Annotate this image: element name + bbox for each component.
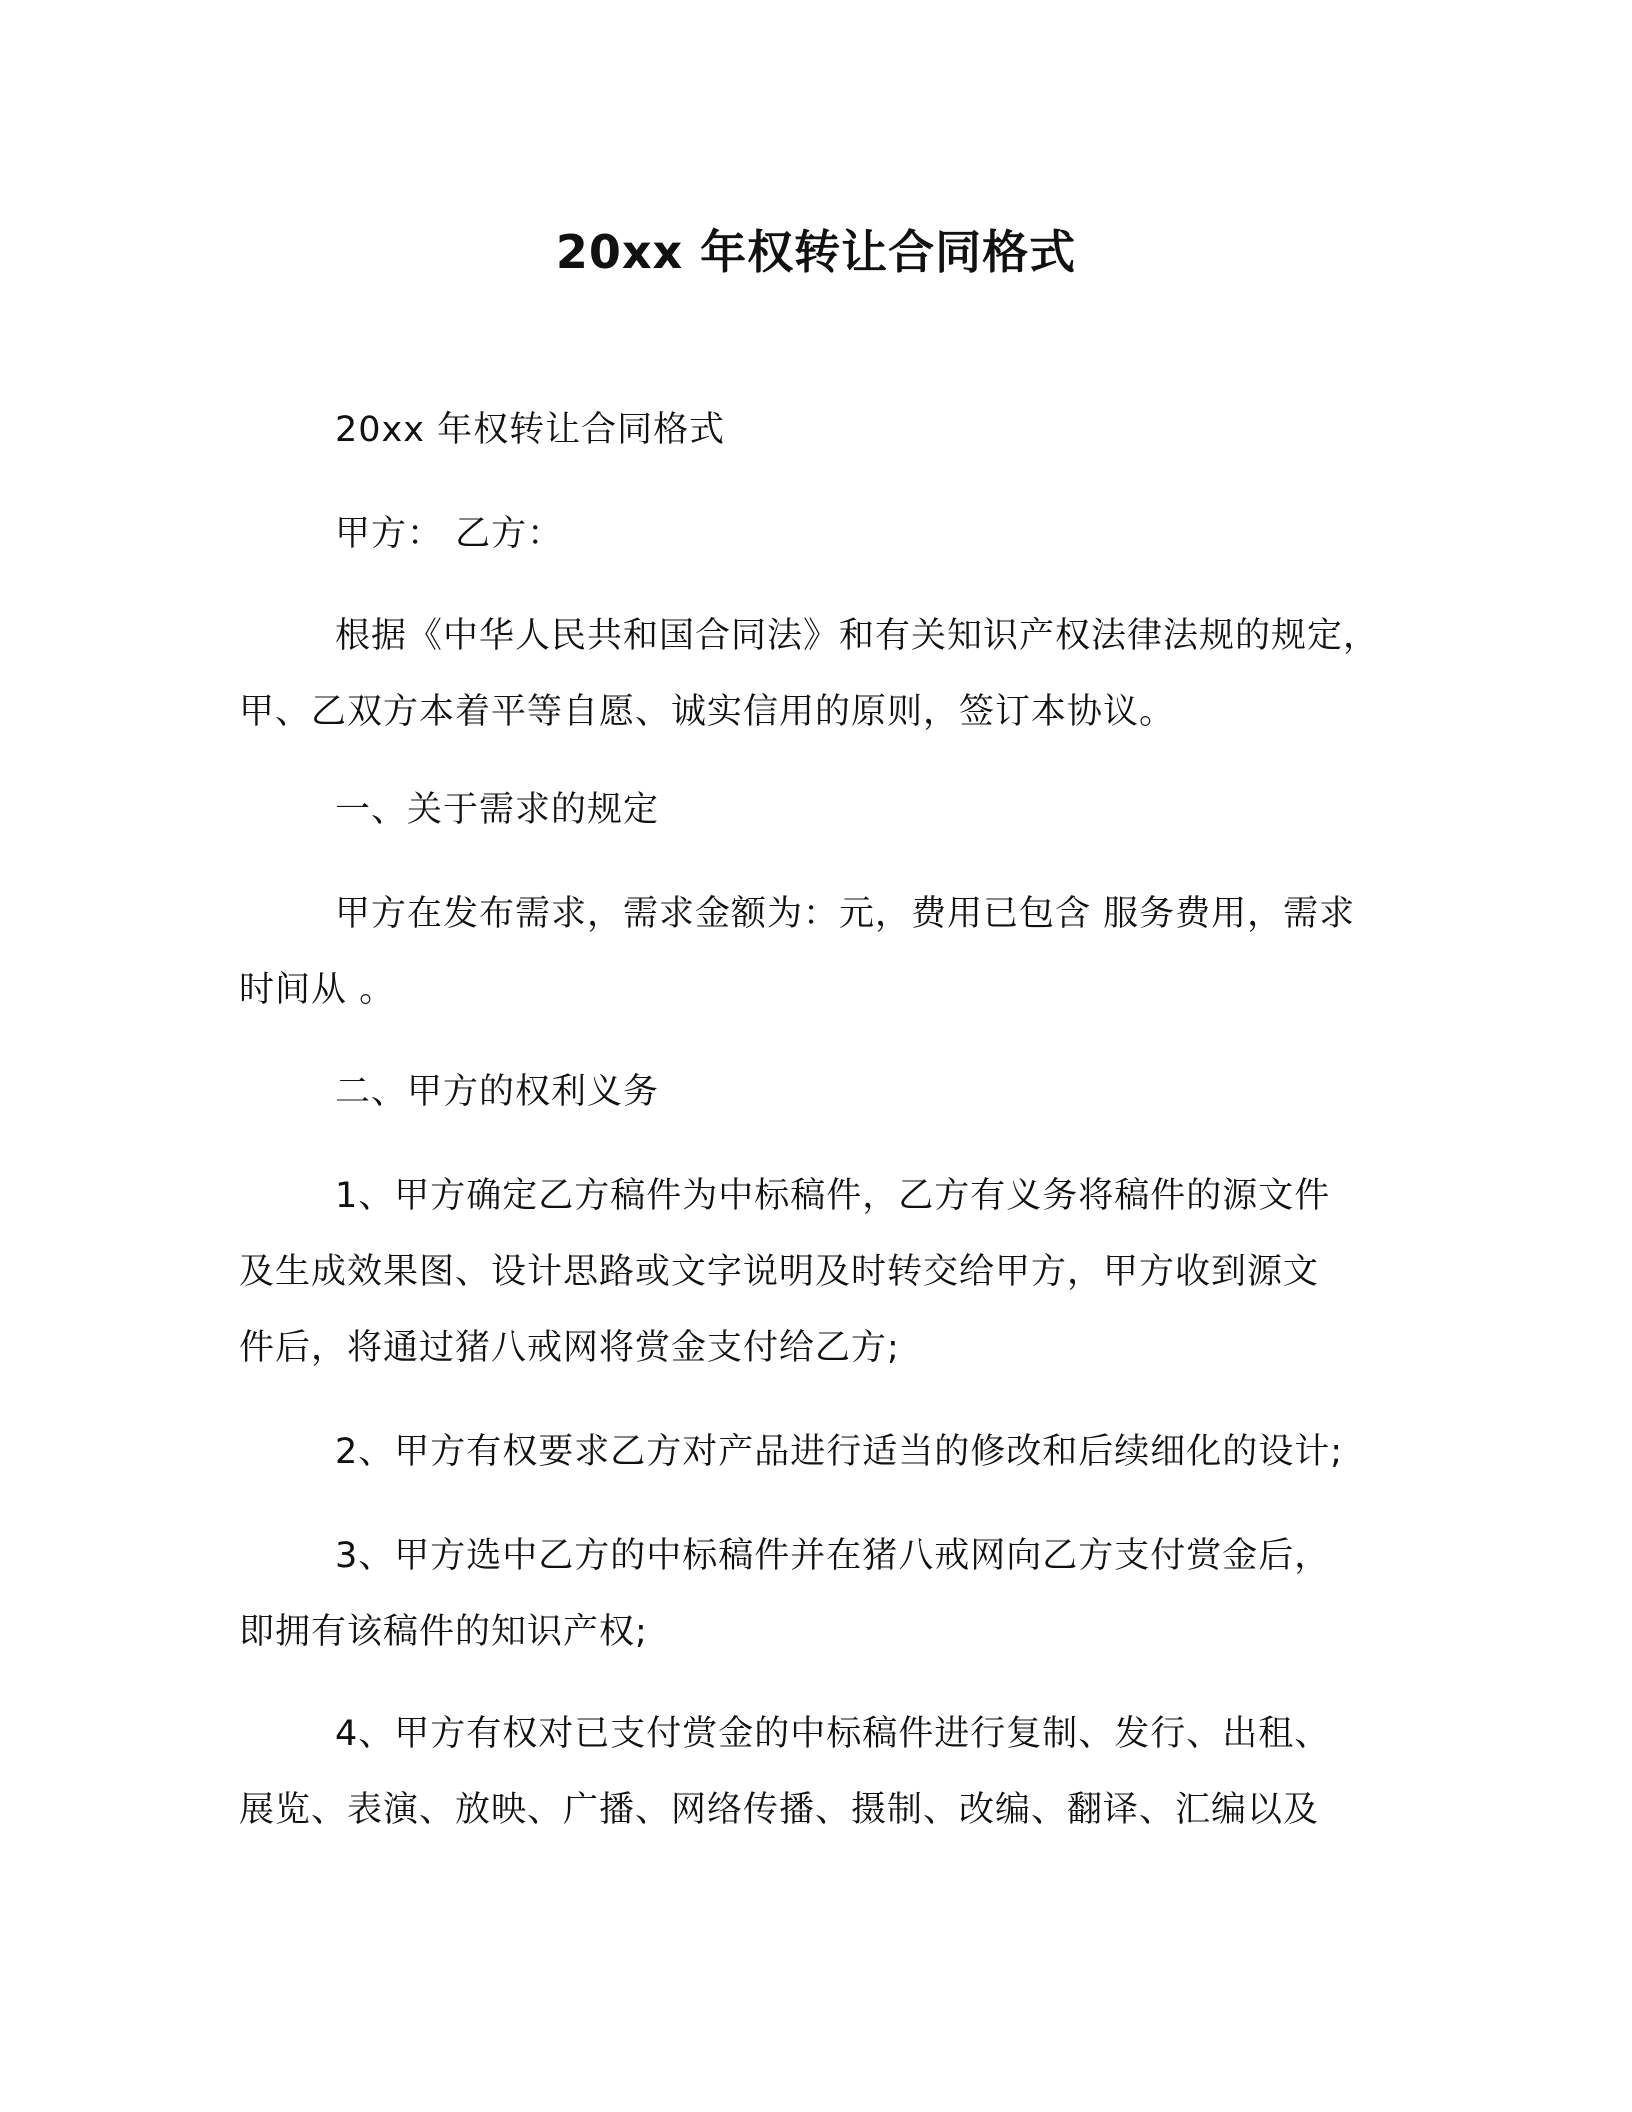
paragraph-line: 甲、乙双方本着平等自愿、诚实信用的原则，签订本协议。 bbox=[239, 692, 1176, 732]
paragraph-line: 件后，将通过猪八戒网将赏金支付给乙方; bbox=[239, 1328, 900, 1368]
paragraph-line: 即拥有该稿件的知识产权; bbox=[239, 1612, 648, 1652]
paragraph-line: 甲方： 乙方： bbox=[335, 514, 564, 554]
clause-1 bbox=[239, 1158, 1399, 1386]
clause-4 bbox=[239, 1696, 1399, 1848]
paragraph-demand bbox=[239, 876, 1399, 1028]
paragraph-line: 4、甲方有权对已支付赏金的中标稿件进行复制、发行、出租、 bbox=[335, 1714, 1331, 1754]
paragraph-preamble bbox=[239, 598, 1399, 750]
paragraph-parties bbox=[239, 496, 1399, 572]
paragraph-line: 时间从 。 bbox=[239, 970, 396, 1010]
paragraph-line: 3、甲方选中乙方的中标稿件并在猪八戒网向乙方支付赏金后， bbox=[335, 1536, 1331, 1576]
paragraph-line: 2、甲方有权要求乙方对产品进行适当的修改和后续细化的设计; bbox=[335, 1432, 1344, 1472]
paragraph-line: 一、关于需求的规定 bbox=[335, 790, 660, 830]
section-heading-2 bbox=[239, 1054, 1399, 1130]
paragraph-subtitle bbox=[239, 392, 1399, 468]
section-heading-1 bbox=[239, 772, 1399, 848]
paragraph-line: 二、甲方的权利义务 bbox=[335, 1072, 660, 1112]
paragraph-line: 20xx 年权转让合同格式 bbox=[335, 410, 726, 450]
paragraph-line: 及生成效果图、设计思路或文字说明及时转交给甲方，甲方收到源文 bbox=[239, 1252, 1320, 1292]
clause-3 bbox=[239, 1518, 1399, 1670]
clause-2 bbox=[239, 1414, 1399, 1490]
document-title: 20xx 年权转让合同格式 bbox=[555, 225, 1077, 279]
paragraph-line: 1、甲方确定乙方稿件为中标稿件，乙方有义务将稿件的源文件 bbox=[335, 1176, 1331, 1216]
paragraph-line: 展览、表演、放映、广播、网络传播、摄制、改编、翻译、汇编以及 bbox=[239, 1790, 1320, 1830]
paragraph-line: 甲方在发布需求，需求金额为：元，费用已包含 服务费用，需求 bbox=[335, 894, 1356, 934]
paragraph-line: 根据《中华人民共和国合同法》和有关知识产权法律法规的规定， bbox=[335, 616, 1380, 656]
